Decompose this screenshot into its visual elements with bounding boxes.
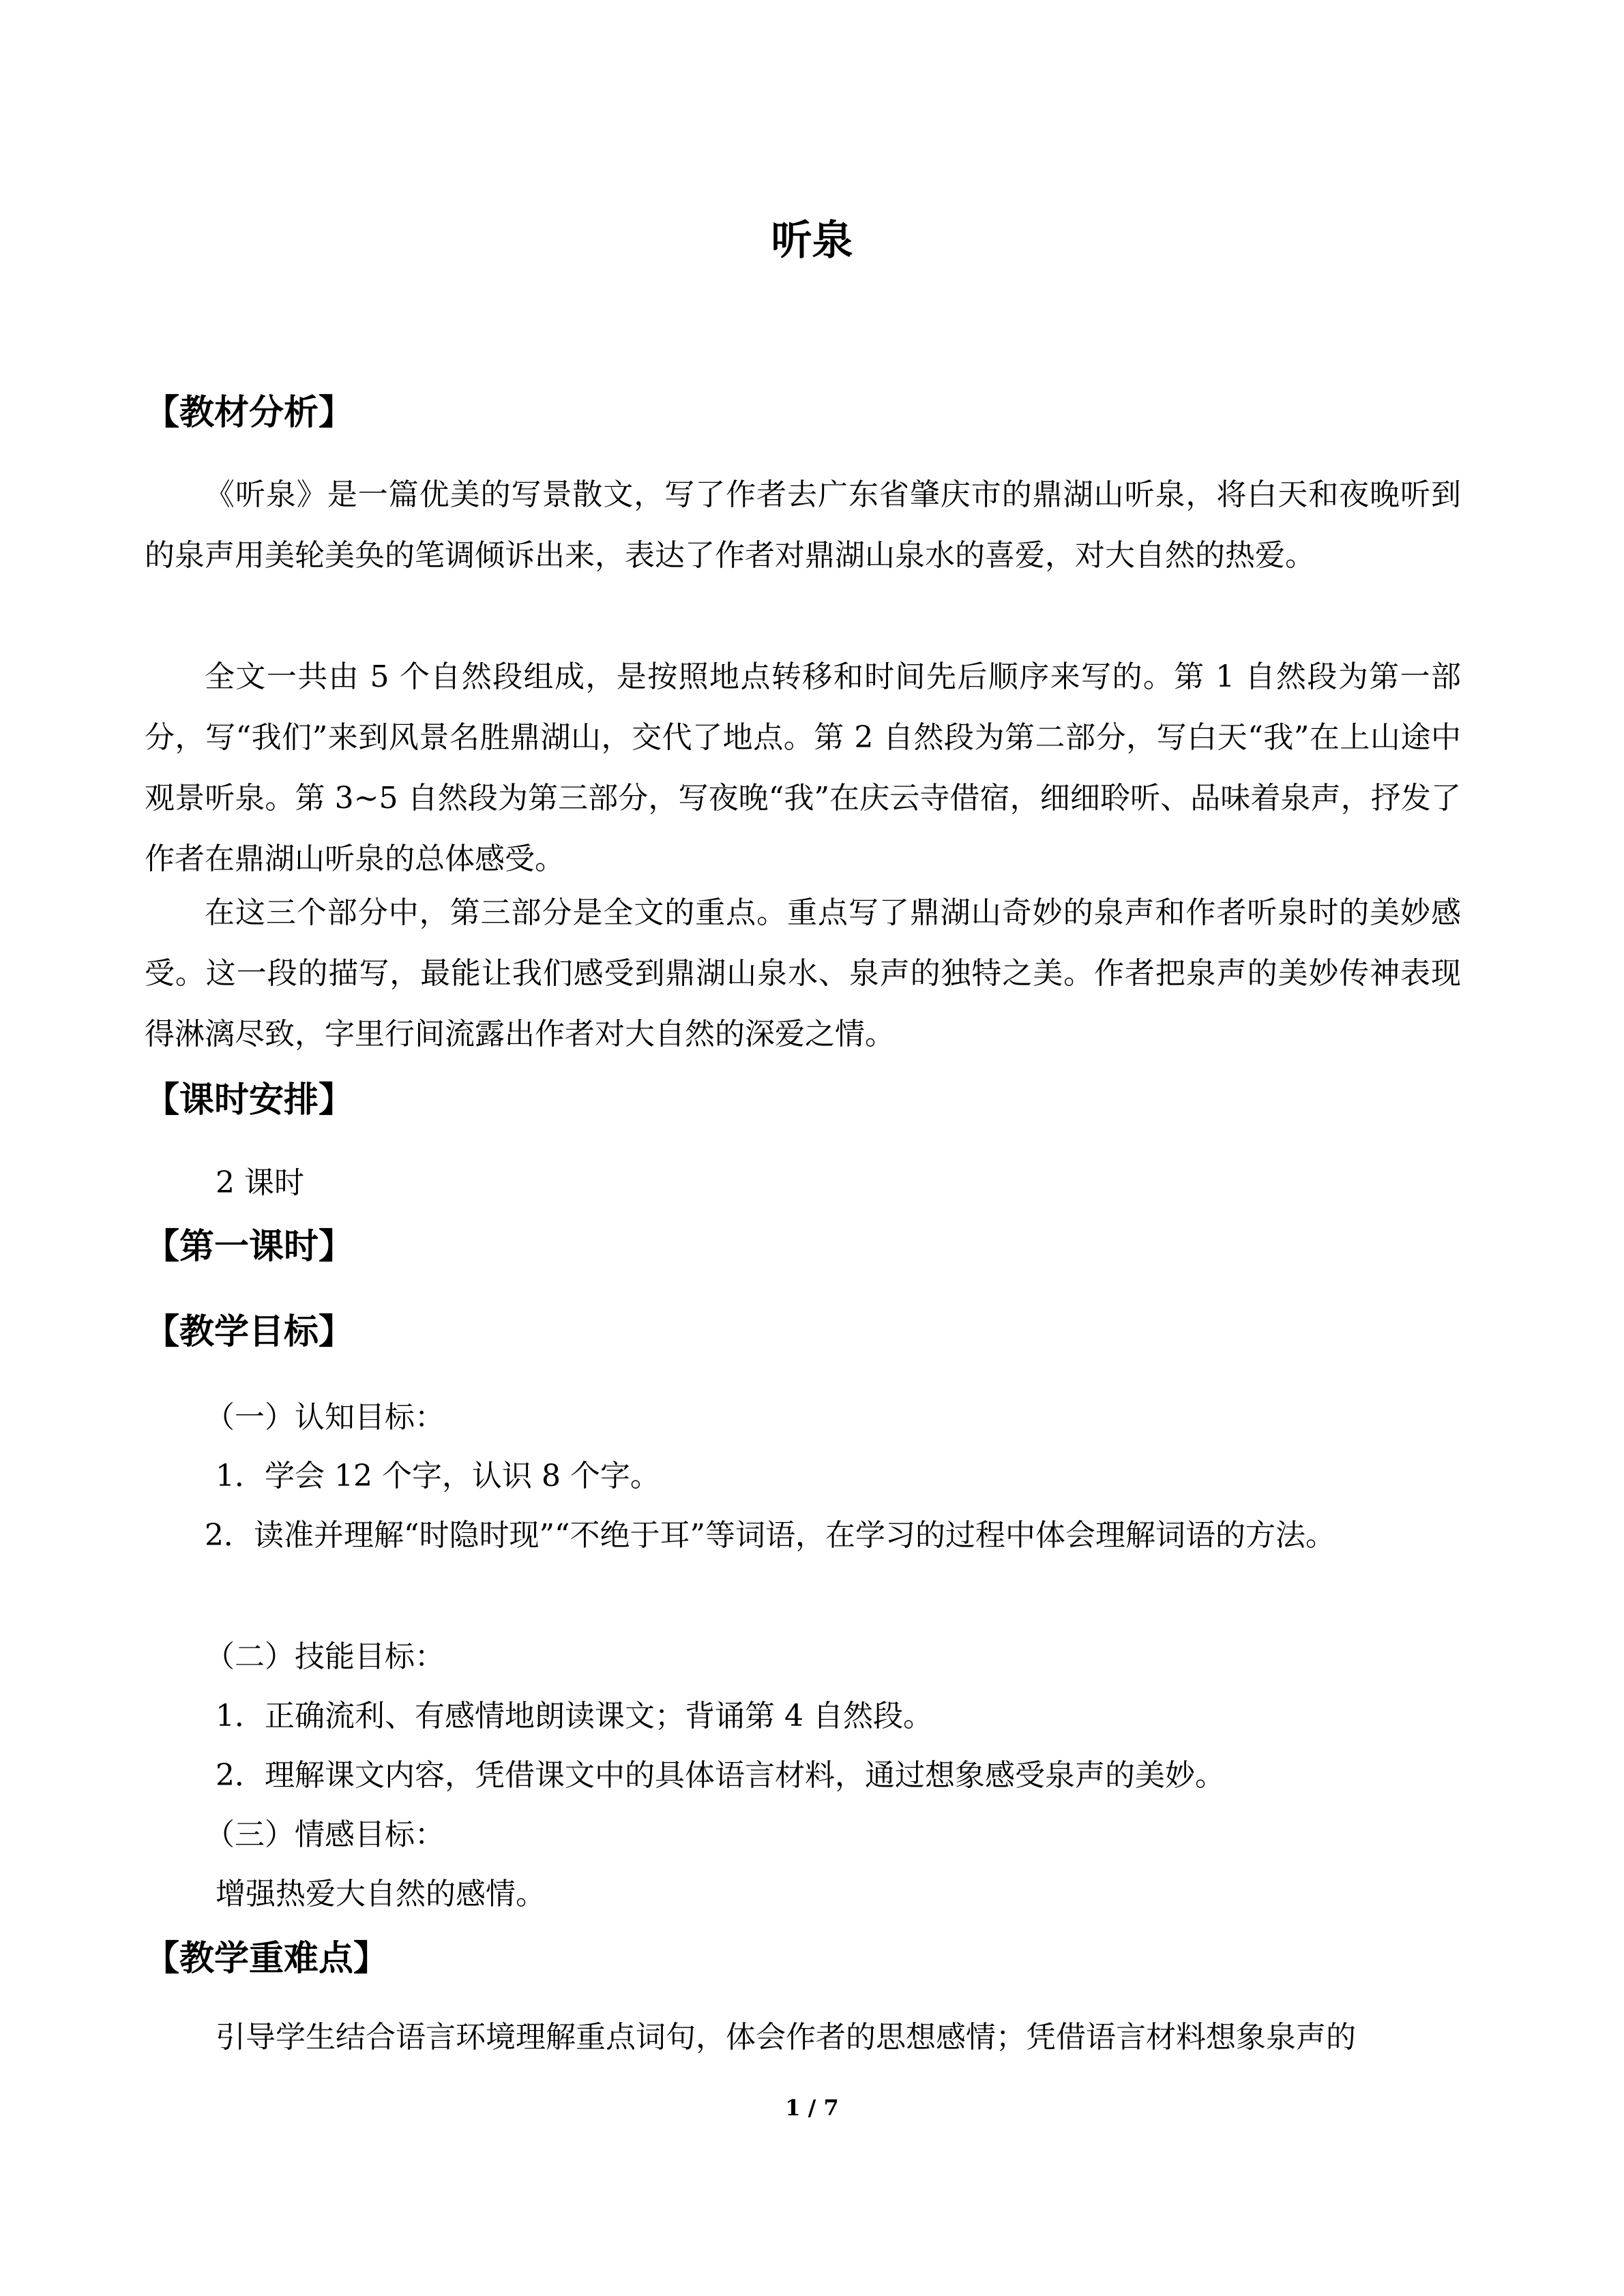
- goal-emotion-item-1: 增强热爱大自然的感情。: [216, 1877, 546, 1911]
- goal-skill-label: （二）技能目标：: [205, 1639, 445, 1674]
- analysis-paragraph-1: 《听泉》是一篇优美的写景散文，写了作者去广东省肇庆市的鼎湖山听泉，将白天和夜晚听到的泉声用美轮美奂的笔调倾诉出来，表达了作者对鼎湖山泉水的喜爱，对大自然的热爱。: [145, 477, 1461, 573]
- heading-goals: 【教学目标】: [145, 1312, 354, 1352]
- goal-cognitive-item-1: 1．学会 12 个字，认识 8 个字。: [216, 1459, 660, 1493]
- page-title: 听泉: [771, 217, 853, 265]
- heading-schedule: 【课时安排】: [145, 1080, 354, 1120]
- goal-skill-item-2: 2．理解课文内容，凭借课文中的具体语言材料，通过想象感受泉声的美妙。: [216, 1758, 1225, 1793]
- key-points-text: 引导学生结合语言环境理解重点词句，体会作者的思想感情；凭借语言材料想象泉声的: [216, 2020, 1356, 2055]
- analysis-paragraph-2: 全文一共由 5 个自然段组成，是按照地点转移和时间先后顺序来写的。第 1 自然段为第一部分，写“我们”来到风景名胜鼎湖山，交代了地点。第 2 自然段为第二部分，写白天“我”在上山途中观景听泉。第 3~5 自然段为第三部分，写夜晚“我”在庆云寺借宿，细细聆听、品味着泉声，抒发了作者在鼎湖山听泉的总体感受。: [145, 659, 1461, 876]
- analysis-paragraph-3: 在这三个部分中，第三部分是全文的重点。重点写了鼎湖山奇妙的泉声和作者听泉时的美妙感受。这一段的描写，最能让我们感受到鼎湖山泉水、泉声的独特之美。作者把泉声的美妙传神表现得淋漓尽致，字里行间流露出作者对大自然的深爱之情。: [145, 895, 1461, 1052]
- heading-first-lesson: 【第一课时】: [145, 1227, 354, 1267]
- heading-analysis: 【教材分析】: [145, 393, 354, 433]
- goal-cognitive-item-2: 2．读准并理解“时隐时现”“不绝于耳”等词语，在学习的过程中体会理解词语的方法。: [205, 1518, 1335, 1553]
- page-number: 1 / 7: [785, 2095, 839, 2121]
- goal-cognitive-label: （一）认知目标：: [205, 1400, 445, 1435]
- schedule-text: 2 课时: [216, 1165, 304, 1200]
- heading-key-points: 【教学重难点】: [145, 1939, 389, 1979]
- goal-emotion-label: （三）情感目标：: [205, 1817, 445, 1852]
- goal-skill-item-1: 1．正确流利、有感情地朗读课文；背诵第 4 自然段。: [216, 1699, 933, 1733]
